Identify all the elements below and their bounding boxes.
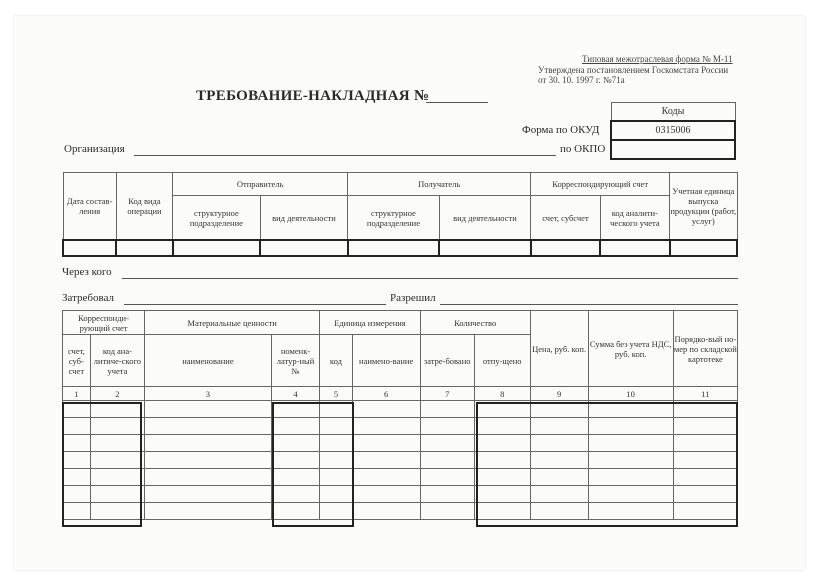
okud-label: Форма по ОКУД [522, 124, 600, 136]
col2-analytic: код ана-литиче-ского учета [90, 335, 144, 387]
col-corr-account: Корреспондирующий счет [531, 173, 670, 196]
form-type-line: Типовая межотраслевая форма № М-11 [582, 54, 733, 64]
header-table-input-row [63, 240, 737, 256]
table-cell[interactable] [420, 503, 474, 520]
allowed-label: Разрешил [390, 292, 436, 304]
col-number: 11 [673, 387, 737, 401]
col-number: 4 [271, 387, 319, 401]
col-number: 3 [145, 387, 272, 401]
table-cell[interactable] [420, 469, 474, 486]
col2-materials: Материальные ценности [145, 311, 320, 335]
form-sheet [14, 16, 805, 570]
col2-price: Цена, руб. коп. [530, 311, 588, 387]
col2-code: код [320, 335, 352, 387]
table-cell[interactable] [352, 418, 420, 435]
table-cell[interactable] [420, 486, 474, 503]
input-date[interactable] [63, 240, 116, 256]
col-sender-struct: структурное подразделение [173, 196, 261, 241]
col-number: 6 [352, 387, 420, 401]
okpo-value[interactable] [611, 140, 735, 159]
col2-requested: затре-бовано [420, 335, 474, 387]
okud-value[interactable]: 0315006 [611, 121, 735, 140]
column-numbers-row [63, 387, 738, 401]
col2-order: Порядко-вый но-мер по складской картотеке [673, 311, 737, 387]
allowed-field[interactable] [440, 304, 738, 305]
table-cell[interactable] [145, 401, 272, 418]
col-date: Дата состав-ления [63, 173, 116, 241]
col2-sum: Сумма без учета НДС, руб. коп. [588, 311, 673, 387]
document-title: ТРЕБОВАНИЕ-НАКЛАДНАЯ № [196, 88, 430, 104]
organization-field[interactable] [134, 155, 556, 156]
requested-field[interactable] [124, 304, 386, 305]
col-sender: Отправитель [173, 173, 348, 196]
col2-name: наименование [145, 335, 272, 387]
table-cell[interactable] [352, 452, 420, 469]
input-sender-struct[interactable] [173, 240, 261, 256]
table-cell[interactable] [145, 486, 272, 503]
codes-table [610, 102, 736, 160]
nomenclature-input-box [272, 402, 354, 527]
form-date-line: от 30. 10. 1997 г. №71а [538, 75, 625, 85]
table-cell[interactable] [352, 401, 420, 418]
col-number: 10 [588, 387, 673, 401]
col2-unit: Единица измерения [320, 311, 420, 335]
table-cell[interactable] [420, 401, 474, 418]
header-table [62, 172, 738, 257]
col-number: 2 [90, 387, 144, 401]
via-field[interactable] [122, 278, 738, 279]
input-sender-activity[interactable] [260, 240, 348, 256]
col-receiver: Получатель [348, 173, 531, 196]
via-label: Через кого [62, 266, 112, 278]
organization-label: Организация [64, 143, 125, 155]
col-unit: Учетная единица выпуска продукции (работ, услуг) [670, 173, 737, 241]
codes-header: Коды [611, 103, 735, 122]
table-cell[interactable] [352, 503, 420, 520]
col-number: 7 [420, 387, 474, 401]
input-unit[interactable] [670, 240, 737, 256]
table-cell[interactable] [420, 452, 474, 469]
table-cell[interactable] [145, 418, 272, 435]
col-receiver-struct: структурное подразделение [348, 196, 440, 241]
col-analytic: код аналити-ческого учета [600, 196, 669, 241]
col2-corr: Корреспонди-рующий счет [63, 311, 145, 335]
table-cell[interactable] [145, 435, 272, 452]
okpo-label: по ОКПО [560, 143, 606, 155]
input-receiver-struct[interactable] [348, 240, 440, 256]
input-op-code[interactable] [116, 240, 172, 256]
table-cell[interactable] [145, 503, 272, 520]
form-approval-line: Утверждена постановлением Госкомстата России [538, 65, 729, 75]
col-number: 8 [474, 387, 530, 401]
requested-label: Затребовал [62, 292, 115, 304]
table-cell[interactable] [145, 452, 272, 469]
col-number: 5 [320, 387, 352, 401]
col2-nomenclature: номенк-латур-ный № [271, 335, 319, 387]
col-op-code: Код вида операции [116, 173, 172, 241]
table-cell[interactable] [352, 435, 420, 452]
input-receiver-activity[interactable] [439, 240, 531, 256]
col2-account: счет, суб-счет [63, 335, 91, 387]
col-number: 1 [63, 387, 91, 401]
table-cell[interactable] [420, 418, 474, 435]
col-account: счет, субсчет [531, 196, 600, 241]
corr-input-box [62, 402, 142, 527]
input-analytic[interactable] [600, 240, 669, 256]
qty-price-input-box [476, 402, 738, 527]
col-receiver-activity: вид деятельности [439, 196, 531, 241]
table-cell[interactable] [352, 486, 420, 503]
col-sender-activity: вид деятельности [260, 196, 348, 241]
col2-released: отпу-щено [474, 335, 530, 387]
table-cell[interactable] [420, 435, 474, 452]
col2-qty: Количество [420, 311, 530, 335]
col-number: 9 [530, 387, 588, 401]
document-number-field[interactable] [426, 102, 488, 103]
table-cell[interactable] [145, 469, 272, 486]
col2-unit-name: наимено-вание [352, 335, 420, 387]
table-cell[interactable] [352, 469, 420, 486]
input-account[interactable] [531, 240, 600, 256]
